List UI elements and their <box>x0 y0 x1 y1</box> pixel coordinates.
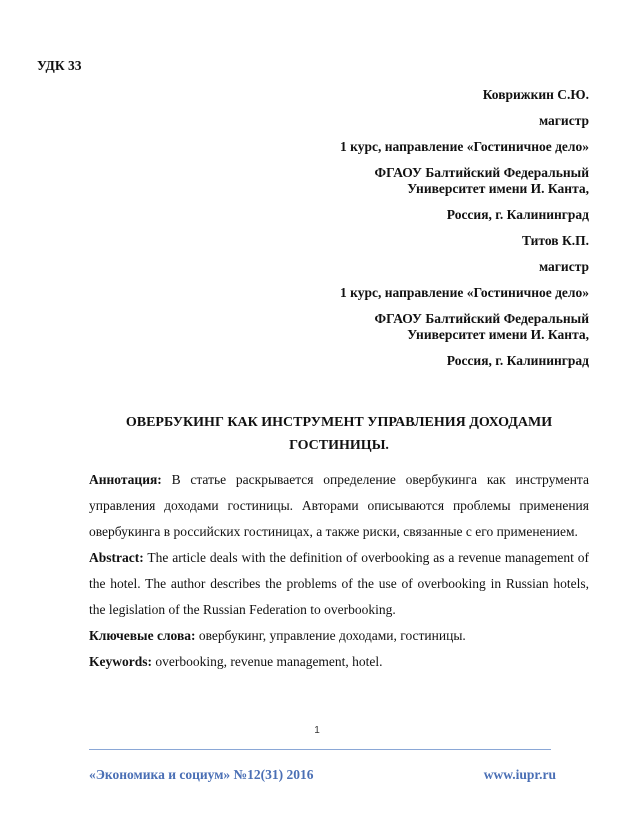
article-body <box>89 467 589 675</box>
author-2-university-line2: Университет имени И. Канта, <box>407 327 589 342</box>
author-1-university-line2: Университет имени И. Канта, <box>407 181 589 196</box>
udk-code: УДК 33 <box>37 58 82 73</box>
author-2-degree: магистр <box>538 259 589 274</box>
abstract-paragraph <box>89 545 589 623</box>
keywords-ru-text: овербукинг, управление доходами, гостиницы. <box>195 628 466 643</box>
annotation-paragraph <box>89 467 589 545</box>
author-1-university-line1: ФГАОУ Балтийский Федеральный <box>374 165 589 180</box>
article-title-line1: ОВЕРБУКИНГ КАК ИНСТРУМЕНТ УПРАВЛЕНИЯ ДОХОДАМИ <box>125 415 553 430</box>
page-number: 1 <box>314 725 320 736</box>
keywords-en-paragraph <box>89 649 589 675</box>
annotation-text: В статье раскрывается определение овербукинга как инструмента управления доходами гостиницы. Авторами описываются проблемы применения овербукинга в российских гостиницах, а также риски, связанные с его применением. <box>89 472 589 539</box>
author-2-course: 1 курс, направление «Гостиничное дело» <box>340 285 589 300</box>
keywords-ru-label: Ключевые слова: <box>89 628 196 643</box>
author-2-university-line1: ФГАОУ Балтийский Федеральный <box>374 311 589 326</box>
annotation-label: Аннотация: <box>89 472 162 487</box>
author-2-location: Россия, г. Калининград <box>446 353 589 368</box>
keywords-en-label: Keywords: <box>89 654 152 669</box>
keywords-ru-paragraph <box>89 623 589 649</box>
authors-block <box>169 87 589 369</box>
author-1-degree: магистр <box>538 113 589 128</box>
author-1-course: 1 курс, направление «Гостиничное дело» <box>340 139 589 154</box>
footer-journal: «Экономика и социум» №12(31) 2016 <box>89 767 314 782</box>
abstract-text: The article deals with the definition of overbooking as a revenue management of the hotel. The author describes the problems of the use of overbooking in Russian hotels, the legislation of the Russian Federation to overbooking. <box>89 550 589 617</box>
keywords-en-text: overbooking, revenue management, hotel. <box>152 654 383 669</box>
footer-website: www.iupr.ru <box>483 767 556 782</box>
author-2-name: Титов К.П. <box>521 233 589 248</box>
article-title <box>89 411 589 457</box>
author-1-name: Коврижкин С.Ю. <box>482 87 589 102</box>
footer-divider <box>89 749 551 750</box>
author-1-location: Россия, г. Калининград <box>446 207 589 222</box>
article-title-line2: ГОСТИНИЦЫ. <box>289 438 389 453</box>
abstract-label: Abstract: <box>89 550 144 565</box>
